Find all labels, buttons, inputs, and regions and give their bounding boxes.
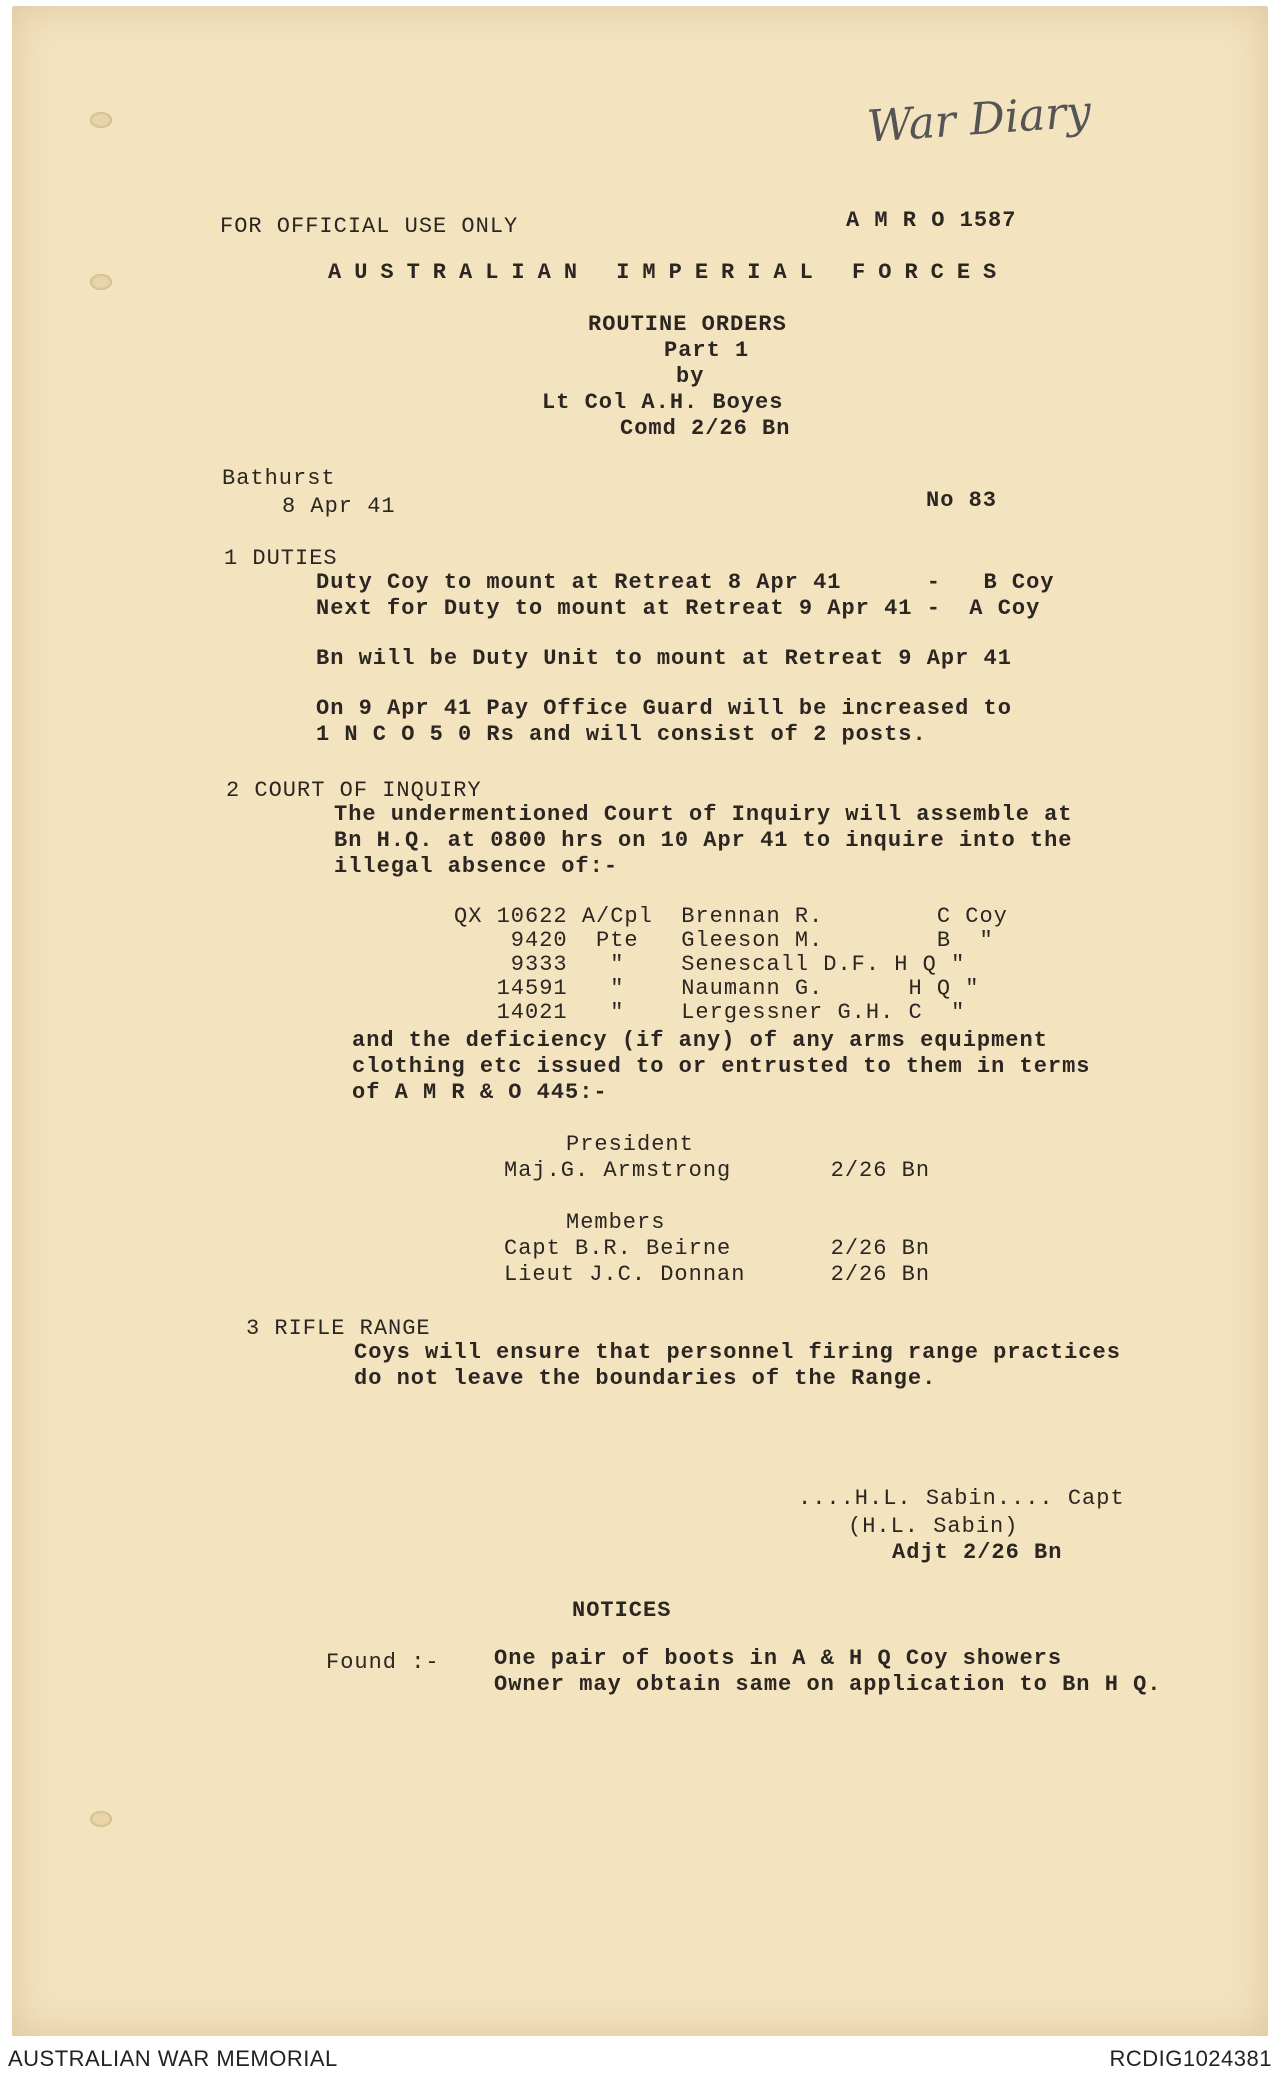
inquiry-intro-line: Bn H.Q. at 0800 hrs on 10 Apr 41 to inquire into the [334,828,1073,853]
personnel-row: 14591 " Naumann G. H Q " [454,976,980,1001]
notices-heading: NOTICES [572,1598,672,1623]
date: 8 Apr 41 [282,494,396,519]
members-label: Members [566,1210,666,1235]
personnel-row: QX 10622 A/Cpl Brennan R. C Coy [454,904,1008,929]
inquiry-intro-line: illegal absence of:- [334,854,619,879]
punch-hole [90,274,112,290]
footer-reference: RCDIG1024381 [1109,2046,1272,2071]
duties-line: 1 N C O 5 0 Rs and will consist of 2 posts. [316,722,927,747]
handwritten-annotation: War Diary [865,86,1093,153]
signature-line: ....H.L. Sabin.... Capt [798,1486,1125,1511]
president-label: President [566,1132,694,1157]
place: Bathurst [222,466,336,491]
section-heading-duties: 1 DUTIES [224,546,338,571]
duties-line: Next for Duty to mount at Retreat 9 Apr 41 - A Coy [316,596,1041,621]
president-name: Maj.G. Armstrong 2/26 Bn [504,1158,931,1183]
personnel-row: 14021 " Lergessner G.H. C " [454,1000,966,1025]
range-line: Coys will ensure that personnel firing range practices [354,1340,1121,1365]
inquiry-outro-line: clothing etc issued to or entrusted to them in terms [352,1054,1091,1079]
title-line: Comd 2/26 Bn [620,416,791,441]
inquiry-intro-line: The undermentioned Court of Inquiry will assemble at [334,802,1073,827]
duties-line: Duty Coy to mount at Retreat 8 Apr 41 - B Coy [316,570,1055,595]
title-line: Lt Col A.H. Boyes [542,390,784,415]
document-page [12,6,1268,2036]
title-line: ROUTINE ORDERS [588,312,787,337]
order-number: No 83 [926,488,998,513]
notice-line: One pair of boots in A & H Q Coy showers [494,1646,1063,1671]
punch-hole [90,112,112,128]
personnel-row: 9333 " Senescall D.F. H Q " [454,952,966,977]
inquiry-outro-line: of A M R & O 445:- [352,1080,608,1105]
personnel-row: 9420 Pte Gleeson M. B " [454,928,994,953]
order-reference: A M R O 1587 [846,208,1017,233]
signature-name: (H.L. Sabin) [848,1514,1019,1539]
duties-line: On 9 Apr 41 Pay Office Guard will be increased to [316,696,1012,721]
force-title: AUSTRALIAN IMPERIAL FORCES [328,260,1010,285]
punch-hole [90,1811,112,1827]
section-heading-inquiry: 2 COURT OF INQUIRY [226,778,482,803]
duties-line: Bn will be Duty Unit to mount at Retreat 9 Apr 41 [316,646,1012,671]
title-line: by [676,364,705,389]
member-name: Lieut J.C. Donnan 2/26 Bn [504,1262,931,1287]
classification: FOR OFFICIAL USE ONLY [220,214,519,239]
notice-line: Owner may obtain same on application to Bn H Q. [494,1672,1162,1697]
inquiry-outro-line: and the deficiency (if any) of any arms equipment [352,1028,1048,1053]
range-line: do not leave the boundaries of the Range. [354,1366,937,1391]
notices-label: Found :- [326,1650,440,1675]
footer-archive-name: AUSTRALIAN WAR MEMORIAL [8,2046,338,2071]
member-name: Capt B.R. Beirne 2/26 Bn [504,1236,931,1261]
section-heading-range: 3 RIFLE RANGE [246,1316,431,1341]
signature-role: Adjt 2/26 Bn [892,1540,1063,1565]
title-line: Part 1 [664,338,750,363]
